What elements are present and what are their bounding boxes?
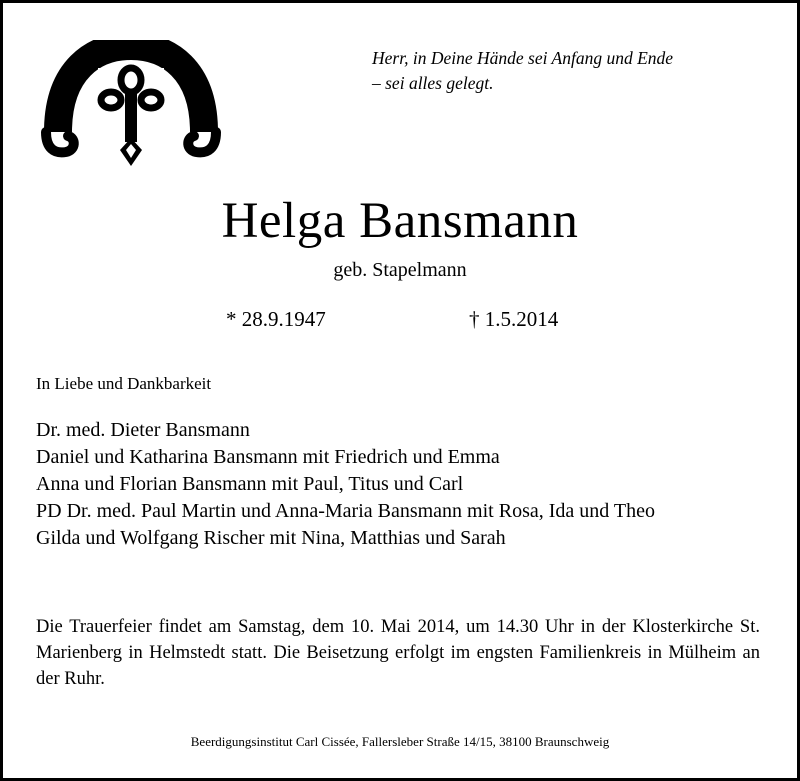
intro-text: In Liebe und Dankbarkeit [36, 374, 212, 393]
funeral-notice: Die Trauerfeier findet am Samstag, dem 10. Mai 2014, um 14.30 Uhr in der Klosterkirche St. Marienberg in Helmstedt statt. Die Beisetzung erfolgt im engsten Familienkreis in Mülheim an der Ruhr. [36, 617, 760, 689]
verse-line-1: Herr, in Deine Hände sei Anfang und Ende [372, 48, 674, 68]
mourner-line: Dr. med. Dieter Bansmann [36, 419, 250, 441]
deceased-name: Helga Bansmann [221, 193, 579, 249]
mourner-line: Gilda und Wolfgang Rischer mit Nina, Matthias und Sarah [36, 527, 506, 549]
maiden-name: geb. Stapelmann [333, 259, 467, 281]
mourner-line: Daniel und Katharina Bansmann mit Friedrich und Emma [36, 446, 500, 468]
birth-date: * 28.9.1947 [226, 307, 326, 331]
mourners-list [36, 417, 776, 552]
funeral-home-footer: Beerdigungsinstitut Carl Cissée, Fallersleber Straße 14/15, 38100 Braunschweig [190, 734, 610, 749]
bible-verse [372, 46, 772, 96]
verse-line-2: – sei alles gelegt. [372, 73, 494, 93]
death-date: † 1.5.2014 [469, 307, 559, 331]
mourner-line: PD Dr. med. Paul Martin und Anna-Maria Bansmann mit Rosa, Ida und Theo [36, 500, 655, 522]
cross-arch-ornament-icon [36, 40, 226, 168]
mourner-line: Anna und Florian Bansmann mit Paul, Titus und Carl [36, 473, 464, 495]
